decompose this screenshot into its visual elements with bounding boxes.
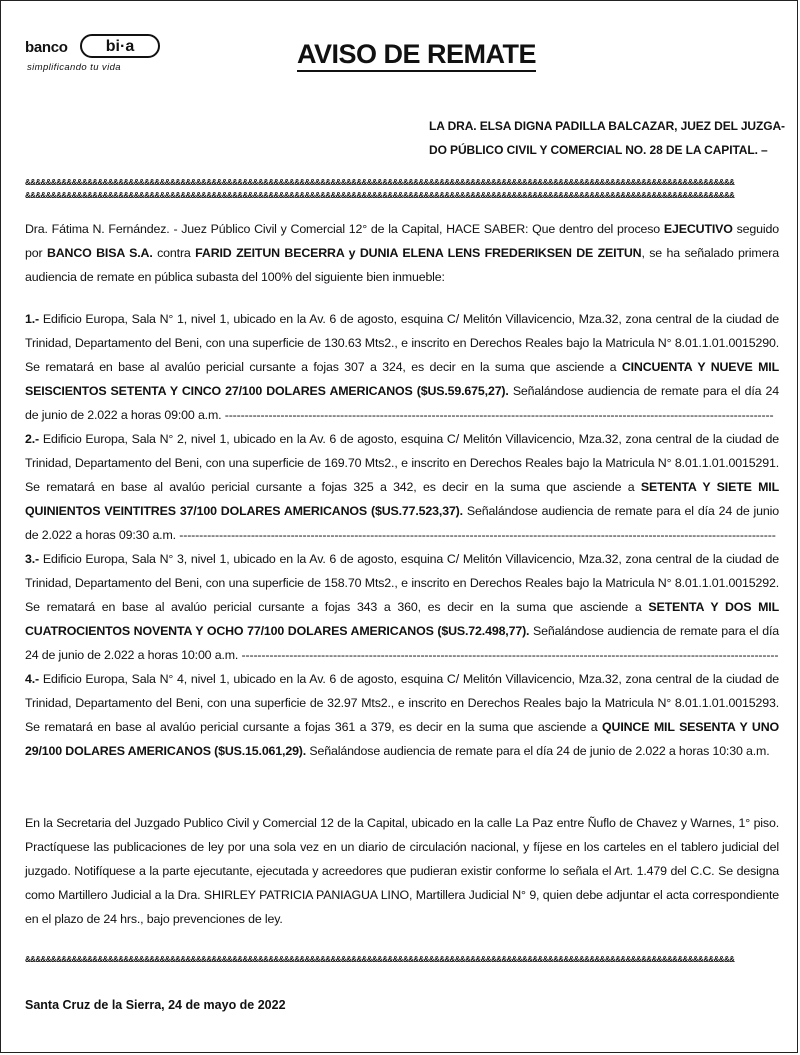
- item-amount: SETENTA Y DOS MIL CUATROCIENTOS NOVENTA Y OCHO 77/100 DOLARES AMERICANOS ($US.72.498,77).: [25, 600, 779, 638]
- intro-text-2: seguido por: [25, 222, 779, 260]
- place-date-signature: Santa Cruz de la Sierra, 24 de mayo de 2022: [25, 998, 286, 1012]
- item-number: 4.-: [25, 672, 40, 686]
- closing-paragraph: [25, 811, 779, 931]
- item-dash-line: ------------------------------------------------------------------------------------------------------------------------------------------: [224, 408, 774, 422]
- list-item: [25, 307, 779, 427]
- intro-defendants: FARID ZEITUN BECERRA y DUNIA ELENA LENS FREDERIKSEN DE ZEITUN: [195, 246, 642, 260]
- item-description: Edificio Europa, Sala N° 1, nivel 1, ubicado en la Av. 6 de agosto, esquina C/ Melitón Villavicencio, Mza.32, zona central de la ciudad de Trinidad, Departamento del Beni, con una superficie de 130.63 Mts2., e inscrito en Derechos Reales bajo la Matricula N° 8.01.1.01.0015290. Se rematará en base al avalúo pericial cursante a fojas 307 a 324, es decir en la suma que asciende a: [25, 312, 779, 374]
- intro-plaintiff: BANCO BISA S.A.: [46, 246, 153, 260]
- item-number: 1.-: [25, 312, 40, 326]
- judge-heading: [429, 114, 785, 162]
- item-amount: QUINCE MIL SESENTA Y UNO 29/100 DOLARES AMERICANOS ($US.15.061,29).: [25, 720, 779, 758]
- item-number: 3.-: [25, 552, 40, 566]
- logo-badge-text: bi·a: [105, 38, 135, 55]
- judge-line-1: LA DRA. ELSA DIGNA PADILLA BALCAZAR, JUEZ DEL JUZGA-: [429, 119, 785, 133]
- logo-wordmark: banco: [25, 39, 68, 56]
- item-hearing: Señalándose audiencia de remate para el día 24 de junio de 2.022 a horas 10:00 a.m.: [25, 624, 779, 662]
- page-title: AVISO DE REMATE: [297, 39, 536, 72]
- judge-line-2: DO PÚBLICO CIVIL Y COMERCIAL NO. 28 DE LA CAPITAL. –: [429, 143, 768, 157]
- list-item: [25, 547, 779, 667]
- item-dash-line: ---------------------------------------------------------------------------------------------------------------------------------------: [241, 648, 779, 662]
- item-hearing: Señalándose audiencia de remate para el día 24 de junio de 2.022 a horas 09:00 a.m.: [25, 384, 779, 422]
- logo-tagline: simplificando tu vida: [27, 62, 121, 73]
- intro-paragraph: [25, 217, 779, 289]
- item-hearing: Señalándose audiencia de remate para el día 24 de junio de 2.022 a horas 10:30 a.m.: [306, 744, 770, 758]
- item-dash-line: ------------------------------------------------------------------------------------------------------------------------------------------------------: [179, 528, 776, 542]
- intro-text-3: contra: [152, 246, 196, 260]
- list-item: [25, 667, 779, 763]
- bank-logo: [25, 31, 145, 81]
- intro-text-1: Dra. Fátima N. Fernández. - Juez Público Civil y Comercial 12° de la Capital, HACE SABER: Que dentro del proceso: [25, 222, 664, 236]
- closing-text: En la Secretaria del Juzgado Publico Civil y Comercial 12 de la Capital, ubicado en la calle La Paz entre Ñuflo de Chavez y Warnes, 1° piso. Practíquese las publicaciones de ley por una sola vez en un diario de circulación nacional, y fíjese en los carteles en el tablero judicial del juzgado. Notifíquese a la parte ejecutante, ejecutada y acreedores que pudieran existir conforme lo señala el Art. 1.479 del C.C. Se designa como Martillero Judicial a la Dra. SHIRLEY PATRICIA PANIAGUA LINO, Martillera Judicial N° 9, quien debe adjuntar el acta correspondiente en el plazo de 24 hrs., bajo prevenciones de ley.: [25, 816, 779, 926]
- list-item: [25, 427, 779, 547]
- intro-process-type: EJECUTIVO: [663, 222, 733, 236]
- logo-badge-icon: [80, 34, 160, 58]
- item-hearing: Señalándose audiencia de remate para el día 24 de junio de 2.022 a horas 09:30 a.m.: [25, 504, 779, 542]
- item-amount: CINCUENTA Y NUEVE MIL SEISCIENTOS SETENTA Y CINCO 27/100 DOLARES AMERICANOS ($US.59.675,27).: [25, 360, 779, 398]
- separator-top-2: &&&&&&&&&&&&&&&&&&&&&&&&&&&&&&&&&&&&&&&&&&&&&&&&&&&&&&&&&&&&&&&&&&&&&&&&&&&&&&&&&&&&&&&&&&&&&&&&&&&&&&&&&&&&&&&&&&&&&&&&&&&&&&&&&&&&&&&&&: [25, 191, 735, 200]
- item-description: Edificio Europa, Sala N° 4, nivel 1, ubicado en la Av. 6 de agosto, esquina C/ Melitón Villavicencio, Mza.32, zona central de la ciudad de Trinidad, Departamento del Beni, con una superficie de 32.97 Mts2., e inscrito en Derechos Reales bajo la Matricula N° 8.01.1.01.0015293. Se rematará en base al avalúo pericial cursante a fojas 361 a 379, es decir en la suma que asciende a: [25, 672, 779, 734]
- separator-top-1: &&&&&&&&&&&&&&&&&&&&&&&&&&&&&&&&&&&&&&&&&&&&&&&&&&&&&&&&&&&&&&&&&&&&&&&&&&&&&&&&&&&&&&&&&&&&&&&&&&&&&&&&&&&&&&&&&&&&&&&&&&&&&&&&&&&&&&&&&: [25, 178, 735, 187]
- item-number: 2.-: [25, 432, 40, 446]
- item-description: Edificio Europa, Sala N° 2, nivel 1, ubicado en la Av. 6 de agosto, esquina C/ Melitón Villavicencio, Mza.32, zona central de la ciudad de Trinidad, Departamento del Beni, con una superficie de 169.70 Mts2., e inscrito en Derechos Reales bajo la Matricula N° 8.01.1.01.0015291. Se rematará en base al avalúo pericial cursante a fojas 325 a 342, es decir en la suma que asciende a: [25, 432, 779, 494]
- item-description: Edificio Europa, Sala N° 3, nivel 1, ubicado en la Av. 6 de agosto, esquina C/ Melitón Villavicencio, Mza.32, zona central de la ciudad de Trinidad, Departamento del Beni, con una superficie de 158.70 Mts2., e inscrito en Derechos Reales bajo la Matricula N° 8.01.1.01.0015292. Se rematará en base al avalúo pericial cursante a fojas 343 a 360, es decir en la suma que asciende a: [25, 552, 779, 614]
- items-list: [25, 307, 779, 763]
- separator-bottom: &&&&&&&&&&&&&&&&&&&&&&&&&&&&&&&&&&&&&&&&&&&&&&&&&&&&&&&&&&&&&&&&&&&&&&&&&&&&&&&&&&&&&&&&&&&&&&&&&&&&&&&&&&&&&&&&&&&&&&&&&&&&&&&&&&&&&&&&&: [25, 955, 735, 964]
- item-amount: SETENTA Y SIETE MIL QUINIENTOS VEINTITRES 37/100 DOLARES AMERICANOS ($US.77.523,37).: [25, 480, 779, 518]
- intro-text-4: , se ha señalado primera audiencia de remate en pública subasta del 100% del siguiente bien inmueble:: [25, 246, 780, 284]
